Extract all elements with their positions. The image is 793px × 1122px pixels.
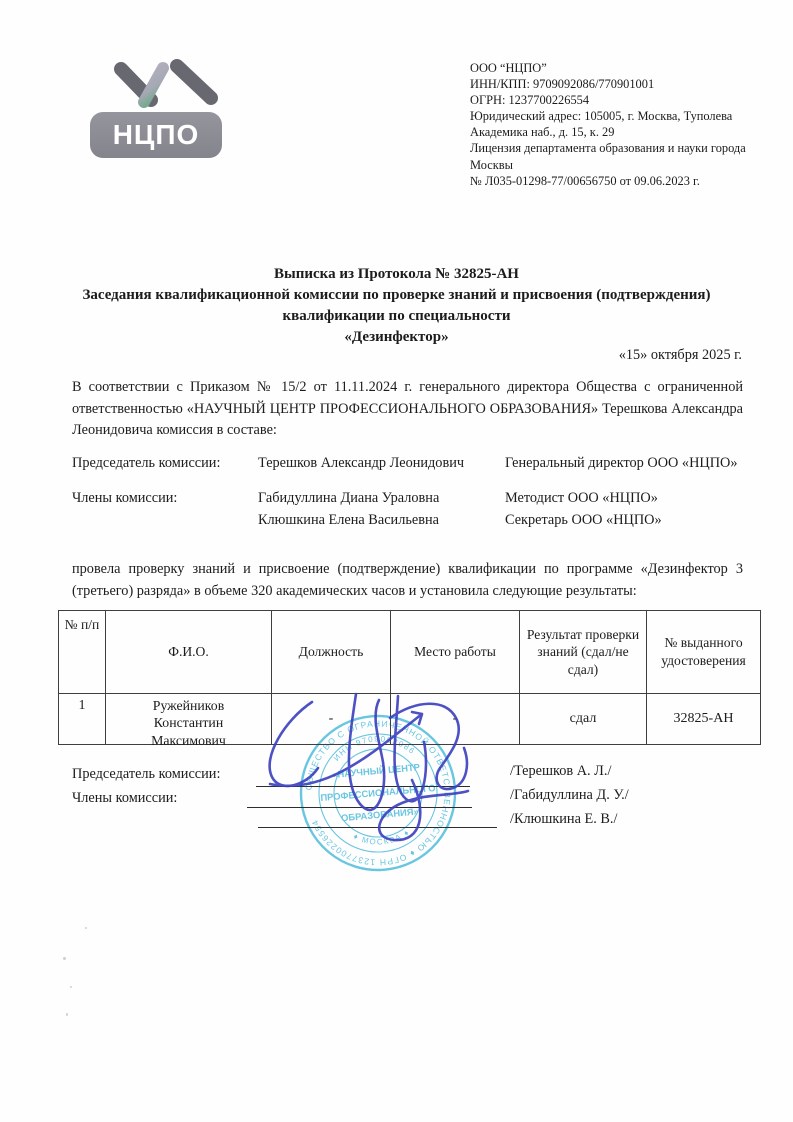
row-result: сдал — [520, 694, 647, 744]
logo-text: НЦПО — [112, 119, 200, 150]
company-address-1: Юридический адрес: 105005, г. Москва, Туполева — [470, 109, 733, 124]
title-line-2: Заседания квалификационной комиссии по проверке знаний и присвоения (подтверждения) — [82, 287, 711, 303]
member-1-role: Методист ООО «НЦПО» — [505, 490, 658, 506]
row-num: 1 — [59, 694, 106, 744]
company-license-1: Лицензия департамента образования и науки города — [470, 141, 746, 156]
company-address-2: Академика наб., д. 15, к. 29 — [470, 125, 615, 140]
company-license-3: № Л035-01298-77/00656750 от 09.06.2023 г. — [470, 173, 700, 188]
col-header-certificate: № выданного удостоверения — [647, 611, 760, 694]
scan-speck — [70, 986, 72, 988]
row-fio: Ружейников Константин Максимович — [106, 694, 272, 744]
logo-wordmark — [90, 112, 222, 158]
results-paragraph: провела проверку знаний и присвоение (подтверждение) квалификации по программе «Дезинфектор 3 (третьего) разряда» в объеме 320 академических часов и установила следующие результаты: — [72, 561, 743, 599]
company-inn-kpp: ИНН/КПП: 9709092086/770901001 — [470, 77, 655, 92]
member-2-role: Секретарь ООО «НЦПО» — [505, 512, 662, 528]
row-workplace: - — [391, 694, 520, 744]
row-certificate: 32825-АН — [673, 711, 734, 726]
signature-name-2: /Габидуллина Д. У./ — [510, 787, 629, 803]
signature-members-label: Члены комиссии: — [72, 790, 178, 806]
scan-speck — [85, 927, 87, 929]
stamp-inner-top-text: ИНН 9709092086 — [331, 734, 418, 763]
col-header-workplace: Место работы — [391, 611, 520, 694]
logo-strokes-icon — [85, 58, 245, 114]
company-ogrn: ОГРН: 1237700226554 — [470, 93, 590, 108]
commission-row-member-1 — [72, 490, 743, 510]
chairman-name: Терешков Александр Леонидович — [258, 455, 465, 471]
stamp-outer-ring-text: ОБЩЕСТВО С ОГРАНИЧЕННОЙ ОТВЕТСТВЕННОСТЬЮ ♦ ОГРН 1237700226554 — [303, 718, 453, 868]
stamp-center-line-1: «НАУЧНЫЙ ЦЕНТР — [331, 761, 421, 780]
stamp-center-line-2: ПРОФЕССИОНАЛЬНОГО — [319, 781, 436, 804]
title-line-1: Выписка из Протокола № 32825-АН — [274, 266, 519, 282]
document-date: «15» октября 2025 г. — [618, 347, 742, 363]
stamp-inner-bottom-text: ♦ МОСКВА ♦ — [351, 827, 412, 847]
signature-name-1: /Терешков А. Л./ — [510, 763, 612, 779]
company-logo — [85, 58, 245, 168]
company-license-2: Москвы — [470, 157, 513, 172]
members-label: Члены комиссии: — [72, 490, 178, 506]
member-2-name: Клюшкина Елена Васильевна — [258, 512, 439, 528]
title-line-3: квалификации по специальности — [282, 308, 511, 324]
col-header-result: Результат проверки знаний (сдал/не сдал) — [520, 611, 647, 694]
handwritten-signature — [240, 672, 520, 862]
scan-speck — [63, 957, 66, 960]
company-name: ООО “НЦПО” — [470, 61, 547, 75]
scan-speck — [66, 1013, 68, 1016]
col-header-num: № п/п — [59, 611, 106, 694]
signature-chairman-label: Председатель комиссии: — [72, 766, 221, 782]
chairman-label: Председатель комиссии: — [72, 455, 221, 471]
stamp-center-line-3: ОБРАЗОВАНИЯ» — [340, 805, 420, 824]
document-title — [40, 264, 753, 348]
chairman-role: Генеральный директор ООО «НЦПО» — [505, 455, 738, 471]
company-details — [470, 60, 775, 189]
member-1-name: Габидуллина Диана Ураловна — [258, 490, 440, 506]
commission-row-member-2 — [72, 512, 743, 532]
title-line-4: «Дезинфектор» — [344, 329, 449, 345]
col-header-fio: Ф.И.О. — [106, 611, 272, 694]
col-header-position: Должность — [272, 611, 391, 694]
commission-row-chairman — [72, 455, 743, 475]
row-position: - — [272, 694, 391, 744]
intro-paragraph: В соответствии с Приказом № 15/2 от 11.11.2024 г. генерального директора Общества с ограниченной ответственностью «НАУЧНЫЙ ЦЕНТР ПРОФЕССИОНАЛЬНОГО ОБРАЗОВАНИЯ» Терешкова Александра Леонидовича комиссия в составе: — [72, 379, 743, 439]
signature-name-3: /Клюшкина Е. В./ — [510, 811, 618, 827]
